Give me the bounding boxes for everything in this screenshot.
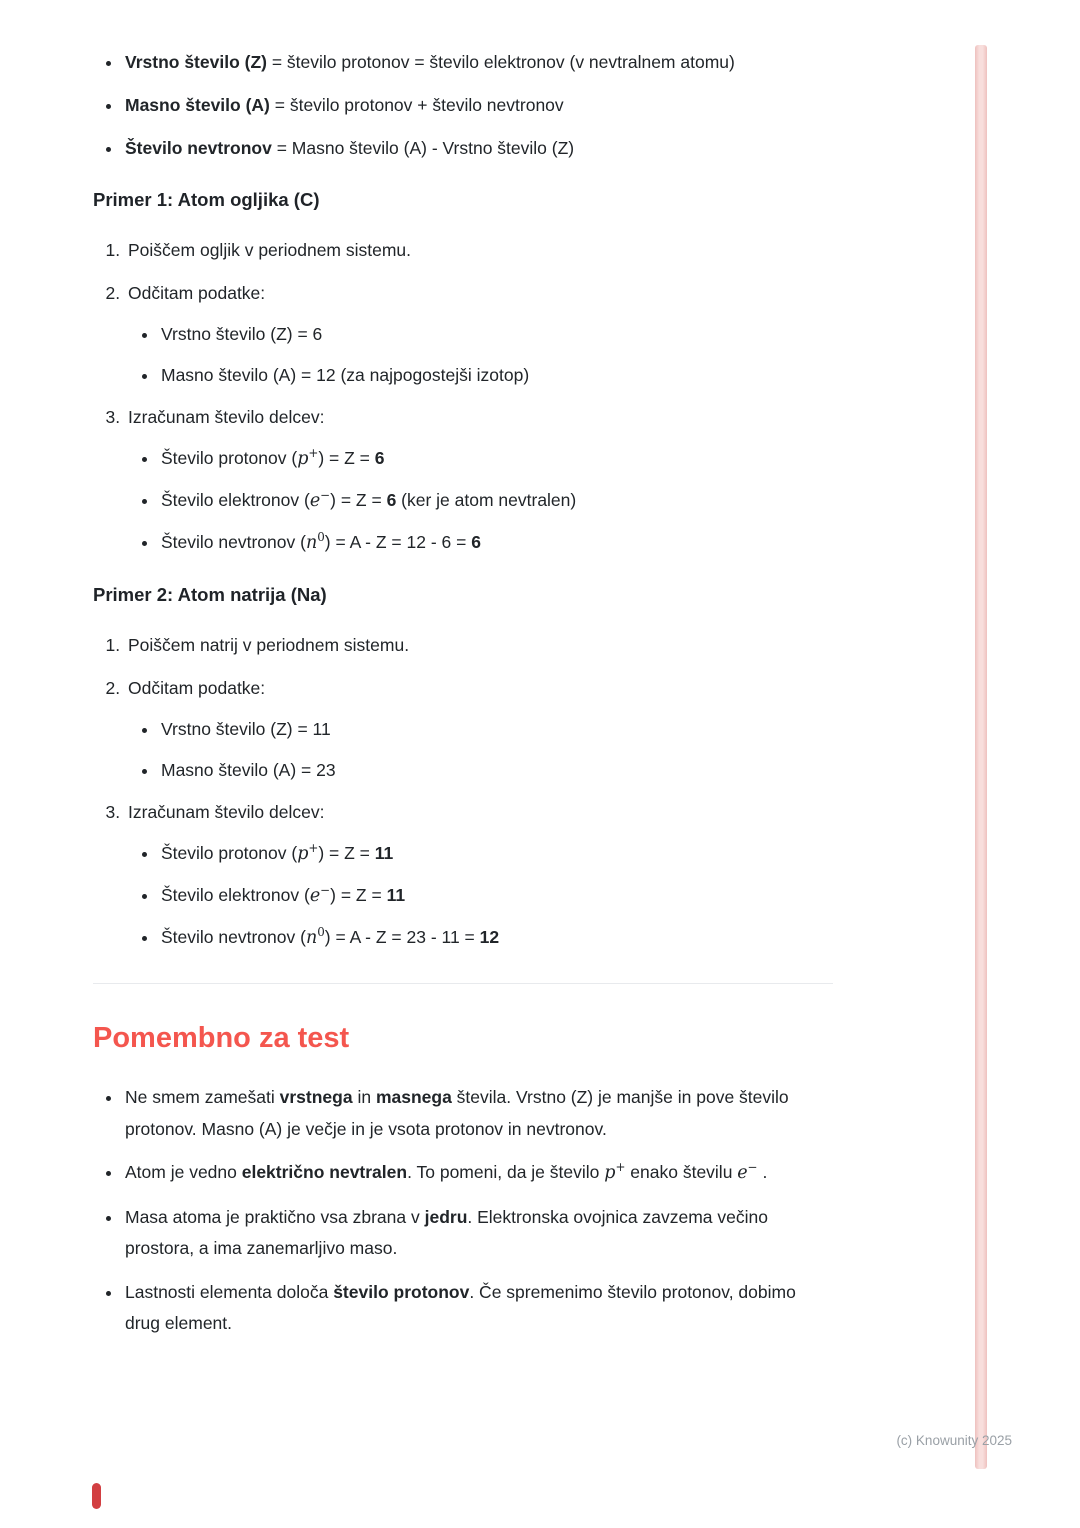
sub-list <box>128 444 833 558</box>
list-item-text: Atom je vedno električno nevtralen. To pomeni, da je število p+ enako številu e− . <box>125 1160 768 1184</box>
step-text: Poiščem ogljik v periodnem sistemu. <box>128 240 412 261</box>
list-item <box>159 923 833 954</box>
list-item-text: Masa atoma je praktično vsa zbrana v jedru. Elektronska ovojnica zavzema večino prostora, a ima zanemarljivo maso. <box>125 1206 768 1259</box>
list-item-text: Število protonov (p+) = Z = 11 <box>161 841 394 864</box>
list-item <box>159 361 833 391</box>
step-text: Odčitam podatke: <box>128 678 266 698</box>
list-item-text: Število nevtronov $(n^0) = A - Z = 12 - 6 = 6$ <box>161 529 481 553</box>
step-item <box>125 279 833 390</box>
red-accent-bar <box>92 1483 101 1509</box>
list-item <box>159 320 833 350</box>
watermark: (c) Knowunity 2025 <box>896 1433 1012 1448</box>
list-item-text: Masno število (A) = 12 (za najpogostejši izotop) <box>161 364 530 385</box>
list-item <box>123 1202 833 1265</box>
sub-list <box>128 320 833 391</box>
list-item-text: Masno število (A) = število protonov + število nevtronov <box>125 94 564 115</box>
primer-2-steps <box>93 631 833 953</box>
list-item <box>159 486 833 517</box>
list-item <box>123 1277 833 1340</box>
section-divider <box>93 983 833 984</box>
list-item <box>159 756 833 786</box>
sub-list <box>128 839 833 953</box>
list-item-text: Število elektronov (e−) = Z = 11 <box>161 882 406 906</box>
list-item-text: Ne smem zamešati vrstnega in masnega števila. Vrstno (Z) je manjše in pove število protonov. Masno (A) je večje in je vsota protonov in nevtronov. <box>125 1087 789 1139</box>
list-item <box>159 444 833 475</box>
step-item <box>125 674 833 785</box>
list-item <box>159 881 833 912</box>
list-item <box>159 839 833 870</box>
list-item <box>123 134 833 164</box>
primer-2-heading: Primer 2: Atom natrija (Na) <box>93 584 327 606</box>
list-item-text: Število elektronov (e−) = Z = 6 (ker je atom nevtralen) <box>161 487 577 511</box>
step-text: Izračunam število delcev: <box>128 407 325 428</box>
list-item-text: Število protonov (p+) = Z = 6 <box>161 446 385 469</box>
list-item <box>123 91 833 121</box>
list-item-text: Vrstno število (Z) = število protonov = število elektronov (v nevtralnem atomu) <box>125 52 735 72</box>
step-text: Poiščem natrij v periodnem sistemu. <box>128 635 410 656</box>
important-list <box>93 1082 833 1340</box>
list-item <box>123 1082 833 1145</box>
list-item-text: Število nevtronov = Masno število (A) - Vrstno število (Z) <box>125 137 575 158</box>
definition-list <box>93 48 833 163</box>
page-accent-stripe <box>975 45 987 1469</box>
list-item <box>159 528 833 559</box>
list-item-text: Vrstno število (Z) = 11 <box>161 718 331 739</box>
step-item <box>125 236 833 266</box>
primer-1-steps <box>93 236 833 558</box>
step-item <box>125 631 833 661</box>
list-item <box>159 715 833 745</box>
page-content <box>93 48 833 1352</box>
list-item <box>123 1157 833 1190</box>
step-item <box>125 403 833 558</box>
step-text: Odčitam podatke: <box>128 283 266 303</box>
sub-list <box>128 715 833 786</box>
list-item-text: Število nevtronov $(n^0) = A - Z = 23 - 11 = 12$ <box>161 924 500 948</box>
important-section-heading: Pomembno za test <box>93 1022 350 1055</box>
list-item-text: Lastnosti elementa določa število protonov. Če spremenimo število protonov, dobimo drug element. <box>125 1281 796 1334</box>
list-item-text: Masno število (A) = 23 <box>161 759 336 780</box>
step-text: Izračunam število delcev: <box>128 802 325 823</box>
step-item <box>125 798 833 953</box>
list-item <box>123 48 833 78</box>
primer-1-heading: Primer 1: Atom ogljika (C) <box>93 189 320 211</box>
list-item-text: Vrstno število (Z) = 6 <box>161 323 323 344</box>
